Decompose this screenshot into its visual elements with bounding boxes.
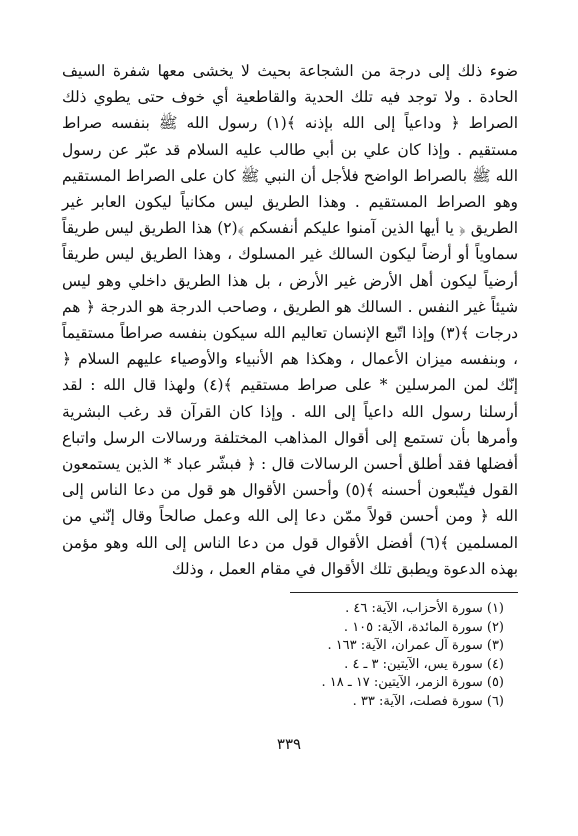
body-text xyxy=(62,58,518,582)
footnote-item: (٤) سورة يس، الآيتين: ٣ ـ ٤ . xyxy=(344,656,504,672)
body-paragraph: ضوء ذلك إلى درجة من الشجاعة بحيث لا يخشى معها شفرة السيف الحادة . ولا توجد فيه تلك الحدية والقاطعية أي خوف حتى يطوي ذلك الصراط ﴿ وداعياً إلى الله بإذنه ﴾(١) رسول الله ﷺ بنفسه صراط مستقيم . وإذا كان علي بن أبي طالب عليه السلام قد عبّر عن رسول الله ﷺ بالصراط الواضح فلأجل أن النبي ﷺ كان على الصراط المستقيم وهو الصراط المستقيم . وهذا الطريق ليس مكانياً ليكون العابر غير الطريق ﴿ يا أيها الذين آمنوا عليكم أنفسكم ﴾(٢) هذا الطريق ليس طريقاً سماوياً أو أرضاً ليكون السالك غير المسلوك ، وهذا الطريق ليس طريقاً أرضياً ليكون أهل الأرض غير الأرض ، بل هذا الطريق داخلي وهو ليس شيئاً غير النفس . السالك هو الطريق ، وصاحب الدرجة هو الدرجة ﴿ هم درجات ﴾(٣) وإذا اتّبع الإنسان تعاليم الله سيكون بنفسه صراطاً مستقيماً ، وبنفسه ميزان الأعمال ، وهكذا هم الأنبياء والأوصياء عليهم السلام ﴿ إنّك لمن المرسلين * على صراط مستقيم ﴾(٤) ولهذا قال الله : لقد أرسلنا رسول الله داعياً إلى الله . وإذا كان القرآن قد رغب البشرية وأمرها بأن تستمع إلى أقوال المذاهب المختلفة ورسالات الرسل واتباع أفضلها فقد أطلق أحسن الرسالات قال : ﴿ فبشّر عباد * الذين يستمعون القول فيتّبعون أحسنه ﴾(٥) وأحسن الأقوال هو قول من دعا الناس إلى الله ﴿ ومن أحسن قولاً ممّن دعا إلى الله وعمل صالحاً وقال إنّني من المسلمين ﴾(٦) أفضل الأقوال قول من دعا الناس إلى الله وهو مؤمن بهذه الدعوة ويطبق تلك الأقوال في مقام العمل ، وذلك xyxy=(62,62,518,578)
footnote-divider xyxy=(290,592,518,593)
footnote-item: (٥) سورة الزمر، الآيتين: ١٧ ـ ١٨ . xyxy=(321,675,504,691)
footnote-item: (٢) سورة المائدة، الآية: ١٠٥ . xyxy=(343,619,504,635)
page-number: ٣٣٩ xyxy=(276,735,302,753)
footnotes-list xyxy=(84,600,504,712)
footnote-item: (١) سورة الأحزاب، الآية: ٤٦ . xyxy=(345,601,504,616)
footnote-item: (٣) سورة آل عمران، الآية: ١٦٣ . xyxy=(327,638,504,654)
footnote-item: (٦) سورة فصلت، الآية: ٣٣ . xyxy=(352,693,504,709)
